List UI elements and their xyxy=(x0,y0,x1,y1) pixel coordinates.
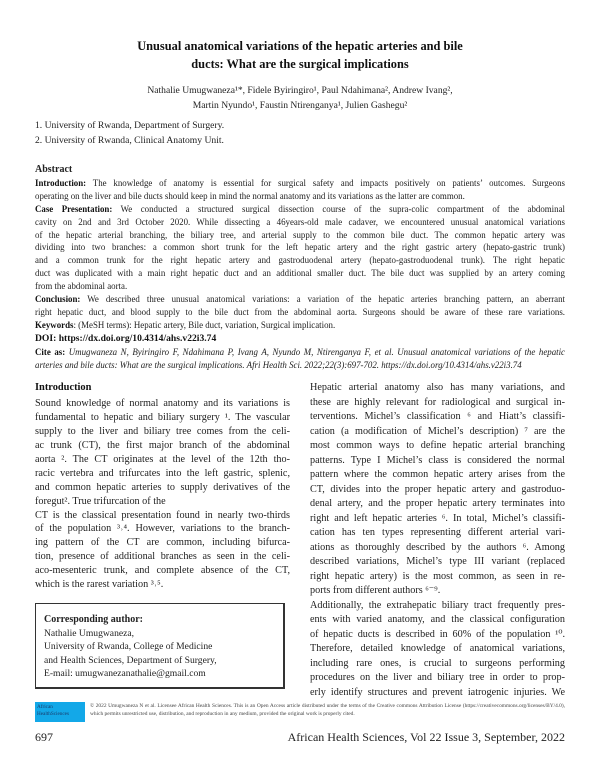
text-line: Therefore, detailed knowledge of anatomical variations, xyxy=(310,643,565,654)
abstract-heading: Abstract xyxy=(35,164,73,175)
cite-line xyxy=(35,346,565,359)
logo-text: HealthSciences xyxy=(37,711,69,717)
abstract-section-label: Conclusion: xyxy=(35,294,81,305)
abstract-line xyxy=(35,177,565,190)
copyright-notice: © 2022 Umugwaneza N et al. Licensee African Health Sciences. This is an Open Access article distributed under the terms of the Creative commons Attribution License (https://creativecommons.org/licenses/BY/4.0), which permits unrestricted use, distribution, and reproduction in any medium, provided the original work is properly cited. xyxy=(90,703,565,717)
text-line: described variations, Michel’s type III variant (replaced xyxy=(310,556,565,567)
corresponding-line: University of Rwanda, College of Medicine xyxy=(44,641,213,652)
abstract-line xyxy=(35,254,565,267)
right-column-body xyxy=(310,381,565,700)
abstract-text: : (MeSH terms): Hepatic artery, Bile duct, variation, Surgical implication. xyxy=(73,319,336,330)
text-line: tion, presence of additional branches as seen in the celi- xyxy=(35,551,290,563)
left-column-body xyxy=(35,397,290,592)
abstract-text: We described three unusual anatomical variations: a variation of the hepatic arteries branching pattern, an aberrant xyxy=(80,294,565,305)
text-line: foregut². True trifurcation of the xyxy=(35,495,166,507)
author-line: Nathalie Umugwaneza¹*, Fidele Byiringiro¹, Paul Ndahimana², Andrew Ivang², xyxy=(147,85,453,96)
cite-line xyxy=(35,359,565,372)
text-line: Hepatic arterial anatomy also has many variations, and xyxy=(310,382,565,393)
abstract-line xyxy=(35,190,565,203)
left-column xyxy=(35,381,290,592)
abstract-text: We conducted a structured surgical dissection course of the supra-colic compartment of the abdominal xyxy=(112,203,565,214)
text-line: ents with varied anatomy, and the classical configuration xyxy=(310,614,565,625)
text-line: right and left hepatic arteries ⁶. In total, Michel’s classifi- xyxy=(310,512,565,524)
abstract-text: from the abdominal aorta. xyxy=(35,281,128,292)
abstract-line xyxy=(35,229,565,242)
logo-text: African xyxy=(37,704,53,710)
text-line: ports from different authors ⁶⁻⁹. xyxy=(310,585,441,596)
text-line: patterns. Type I Michel’s class is considered the normal xyxy=(310,454,565,466)
abstract-section-label: Introduction: xyxy=(35,178,87,188)
text-line: cation has ten types representing different arterial vari- xyxy=(310,527,565,538)
abstract-text: The knowledge of anatomy is essential for surgical safety and impacts positively on patients’ outcomes. Surgeons xyxy=(86,178,565,188)
affiliations xyxy=(35,118,224,148)
corresponding-email[interactable]: E-mail: umugwanezanathalie@gmail.com xyxy=(44,668,206,679)
text-line: procedures on the liver and biliary tree in order to prop- xyxy=(310,672,565,683)
abstract xyxy=(35,163,565,371)
abstract-line xyxy=(35,280,565,293)
abstract-section-label: Keywords xyxy=(35,319,74,330)
abstract-section-label: Case Presentation: xyxy=(35,203,113,214)
paragraph xyxy=(310,599,565,701)
text-line: most common ways to define hepatic arterial branching xyxy=(310,440,565,451)
text-line: right hepatic artery) is the most common, as seen in re- xyxy=(310,570,565,582)
text-line: denal artery, and the proper hepatic artery terminates into xyxy=(310,498,565,509)
paragraph xyxy=(35,509,290,593)
affiliation: 1. University of Rwanda, Department of Surgery. xyxy=(35,120,225,131)
paragraph xyxy=(35,397,290,509)
text-line: terventions. Michel’s classification ⁶ and Hiatt’s classifi- xyxy=(310,411,565,422)
corresponding-line: Nathalie Umugwaneza, xyxy=(44,627,135,639)
text-line: CT is the classical presentation found in nearly two-thirds xyxy=(35,509,290,521)
text-line: of the population ³˒⁴. However, variations to the branch- xyxy=(35,523,290,535)
cite-label: Cite as: xyxy=(35,346,66,357)
abstract-line xyxy=(35,319,565,332)
author-line: Martin Nyundo¹, Faustin Ntirenganya¹, Julien Gashegu² xyxy=(192,100,408,111)
text-line: of hepatic ducts is described in 60% of the population ¹⁰. xyxy=(310,628,565,640)
abstract-sections xyxy=(35,177,565,332)
text-line: including rare ones, is crucial to surgeons performing xyxy=(310,657,565,669)
abstract-line xyxy=(35,267,565,280)
abstract-text: right hepatic duct, and blood supply to the bile duct from the abdominal aorta. Surgeons should be aware of these rare variations. xyxy=(35,306,565,317)
corresponding-line: and Health Sciences, Department of Surgery, xyxy=(44,654,217,666)
text-line: Additionally, the extrahepatic biliary tract frequently pres- xyxy=(310,599,565,611)
text-line: Sound knowledge of normal anatomy and its variations is xyxy=(35,398,290,409)
journal-citation: African Health Sciences, Vol 22 Issue 3, September, 2022 xyxy=(287,730,565,744)
abstract-line xyxy=(35,241,565,254)
title-line: ducts: What are the surgical implications xyxy=(191,57,409,71)
abstract-line xyxy=(35,293,565,306)
text-line: CT, divides into the proper hepatic artery and gastroduo- xyxy=(310,483,565,495)
text-line: supply to the liver and biliary tree comes from the celi- xyxy=(35,425,290,437)
abstract-text: cavity on 2nd and 3rd October 2020. While dissecting a 46years-old male cadaver, we encountered unusual anatomical variations xyxy=(35,216,565,227)
author-list xyxy=(0,83,600,113)
abstract-line xyxy=(35,203,565,216)
abstract-text: dividing into two branches: a common short trunk for the left hepatic artery and the right gastric artery (hepato-gastric trunk) xyxy=(35,242,565,253)
text-line: ations as thoroughly described by the authors ⁶. Among xyxy=(310,541,565,553)
abstract-text: and a common trunk for the right hepatic artery and gastroduodenal artery (hepato-gastroduodenal trunk). The right hepatic xyxy=(35,255,565,266)
doi-link[interactable]: DOI: https://dx.doi.org/10.4314/ahs.v22i3.74 xyxy=(35,332,217,344)
paragraph xyxy=(310,381,565,599)
page-number: 697 xyxy=(35,730,53,744)
text-line: aco-mesenteric trunk, and complete absence of the CT, xyxy=(35,565,290,577)
section-heading-introduction: Introduction xyxy=(35,382,92,393)
corresponding-author-heading: Corresponding author: xyxy=(44,614,143,625)
text-line: which is the rarest variation ³˒⁵. xyxy=(35,579,164,591)
cite-text: arteries and bile ducts: What are the surgical implications. Afri Health Sci. 2022;22(3):697-702. https://dx.doi.org/10.4314/ahs.v22i3.74 xyxy=(35,359,522,370)
text-line: erly identify structures and prevent iatrogenic injuries. We xyxy=(310,686,565,698)
text-line: these are highly relevant for radiological and surgical in- xyxy=(310,396,565,408)
text-line: and common hepatic arteries to supply derivatives of the xyxy=(35,481,290,493)
text-line: pattern where the common hepatic artery arises from the xyxy=(310,469,565,480)
cite-as xyxy=(35,346,565,372)
journal-logo xyxy=(35,702,85,722)
abstract-text: operating on the liver and bile ducts should keep in mind the normal anatomy and its variations as the latter are common. xyxy=(35,190,465,201)
text-line: ing pattern of the CT are common, including bifurca- xyxy=(35,537,290,549)
title-line: Unusual anatomical variations of the hepatic arteries and bile xyxy=(137,39,463,53)
text-line: ac trunk (CT), the first major branch of the abdominal xyxy=(35,439,290,451)
abstract-line xyxy=(35,216,565,229)
affiliation: 2. University of Rwanda, Clinical Anatomy Unit. xyxy=(35,135,224,146)
article-title xyxy=(0,37,600,73)
corresponding-author-box xyxy=(35,603,285,689)
abstract-line xyxy=(35,306,565,319)
text-line: racic vertebra and trifurcates into the left gastric, splenic, xyxy=(35,467,290,479)
abstract-text: duct was duplicated with a main right hepatic duct and an additional smaller duct. The bile duct was supplied by an artery coming xyxy=(35,268,565,279)
abstract-text: of the hepatic arterial branching, the biliary tree, and arterial supply to the common bile duct. The common hepatic artery was xyxy=(35,229,565,240)
text-line: aorta ². The CT originates at the level of the 12th tho- xyxy=(35,453,290,465)
right-column xyxy=(310,381,565,700)
text-line: cation (a modification of Michel’s description) ⁷ are the xyxy=(310,425,565,437)
cite-text: Umugwaneza N, Byiringiro F, Ndahimana P, Ivang A, Nyundo M, Ntirenganya F, et al. Unusual anatomical variations of the hepatic xyxy=(65,346,566,357)
text-line: fundamental to hepatic and biliary surgery ¹. The vascular xyxy=(35,411,290,423)
